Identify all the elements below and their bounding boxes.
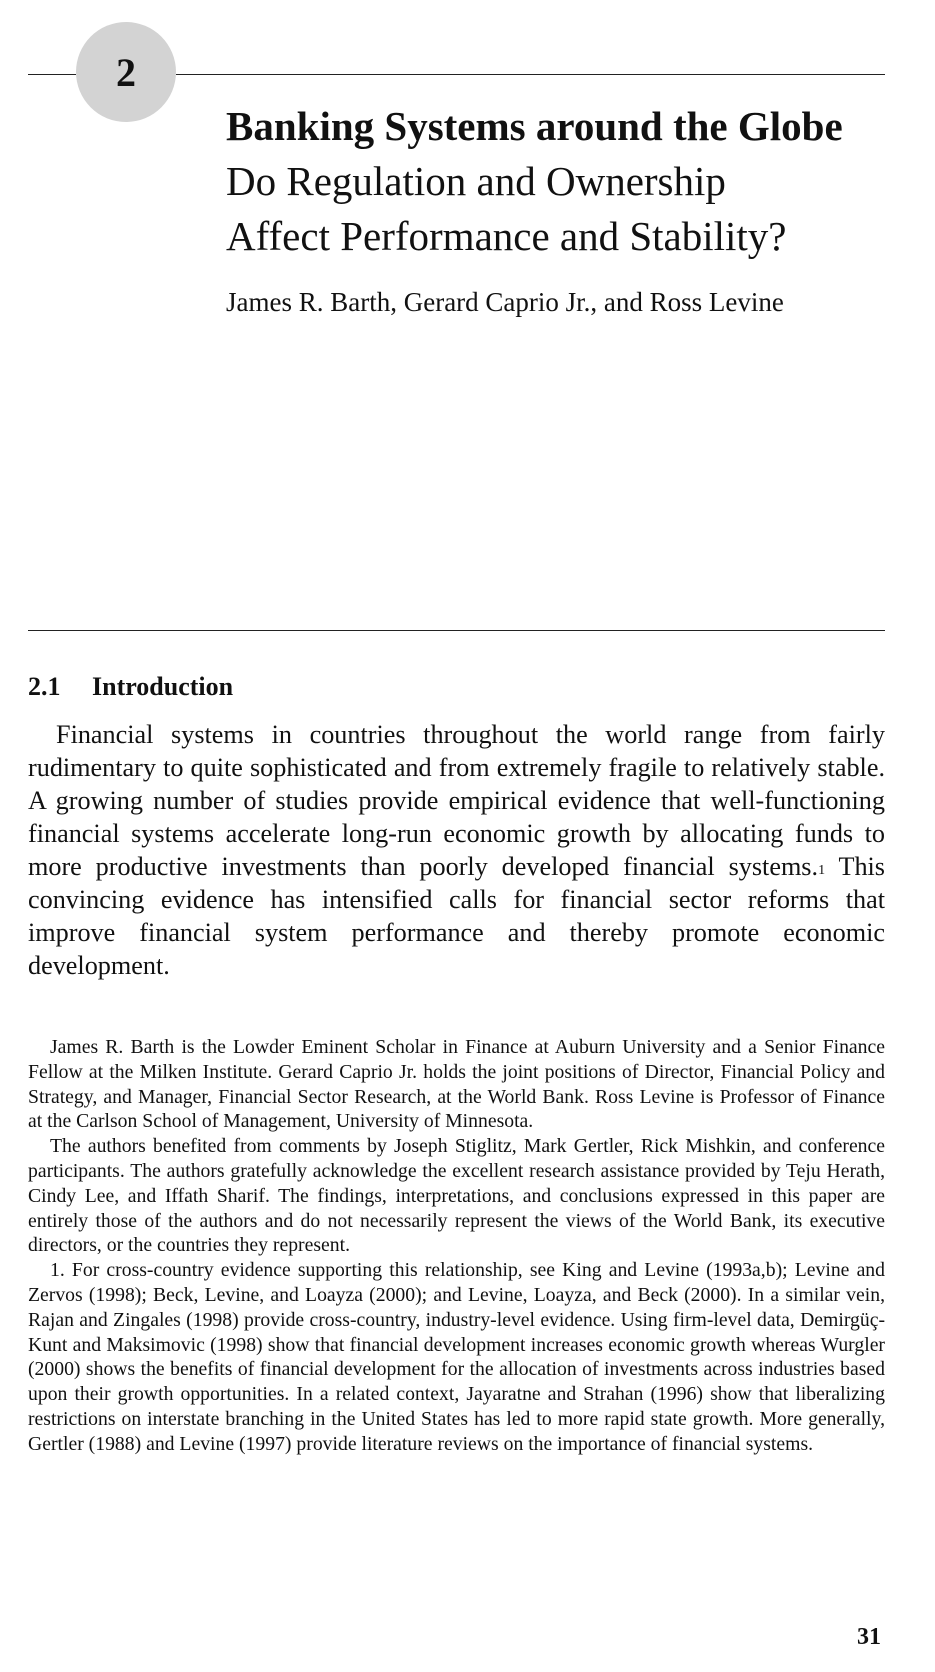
section-divider-rule [28,630,885,631]
intro-text-before-note: Financial systems in countries throughout the world range from fairly rudimentary to quite sophisticated and from extremely fragile to relatively stable. A growing number of studies provide empirical evidence that well-functioning financial systems accelerate long-run economic growth by allocating funds to more productive investments than poorly developed financial systems. [28,720,885,881]
section-title: Introduction [92,672,234,701]
chapter-subtitle [226,154,906,264]
top-rule-left [28,74,76,75]
section-heading [28,672,233,702]
chapter-number-badge [76,22,176,122]
chapter-title: Banking Systems around the Globe [226,103,843,149]
chapter-authors: James R. Barth, Gerard Caprio Jr., and Ross Levine [226,287,784,317]
acknowledgments-note: The authors benefited from comments by Joseph Stiglitz, Mark Gertler, Rick Mishkin, and conference participants. The authors gratefully acknowledge the excellent research assistance provided by Teju Herath, Cindy Lee, and Iffath Sharif. The findings, interpretations, and conclusions expressed in this paper are entirely those of the authors and do not necessarily represent the views of the World Bank, its executive directors, or the countries they represent. [28,1135,885,1257]
chapter-subtitle-line-1: Do Regulation and Ownership [226,158,726,204]
footnote-marker: 1 [818,863,826,878]
footnotes-block [28,1035,885,1457]
author-affiliations-note: James R. Barth is the Lowder Eminent Scholar in Finance at Auburn University and a Senior Finance Fellow at the Milken Institute. Gerard Caprio Jr. holds the joint positions of Director, Financial Policy and Strategy, and Manager, Financial Sector Research, at the World Bank. Ross Levine is Professor of Finance at the Carlson School of Management, University of Minnesota. [28,1036,885,1133]
intro-text-after-note: This convincing evidence has intensified calls for financial sector reforms that improve financial system performance and thereby promote economic development. [28,852,886,980]
intro-paragraph [28,718,885,982]
top-rule-right [176,74,885,75]
chapter-subtitle-line-2: Affect Performance and Stability? [226,213,787,259]
section-number: 2.1 [28,672,61,701]
page-number: 31 [857,1624,881,1650]
footnote-1: 1. For cross-country evidence supporting this relationship, see King and Levine (1993a,b); Levine and Zervos (1998); Beck, Levine, and Loayza (2000); and Levine, Loayza, and Beck (2000). In a similar vein, Rajan and Zingales (1998) provide cross-country, industry-level evidence. Using firm-level data, Demirgüç-Kunt and Maksimovic (1998) show that financial development increases economic growth whereas Wurgler (2000) shows the benefits of financial development for the allocation of investments across industries based upon their growth opportunities. In a related context, Jayaratne and Strahan (1996) show that liberalizing restrictions on interstate branching in the United States has led to more rapid state growth. More generally, Gertler (1988) and Levine (1997) provide literature reviews on the importance of financial systems. [28,1259,885,1455]
chapter-title-block [226,100,906,264]
chapter-number: 2 [116,49,136,95]
